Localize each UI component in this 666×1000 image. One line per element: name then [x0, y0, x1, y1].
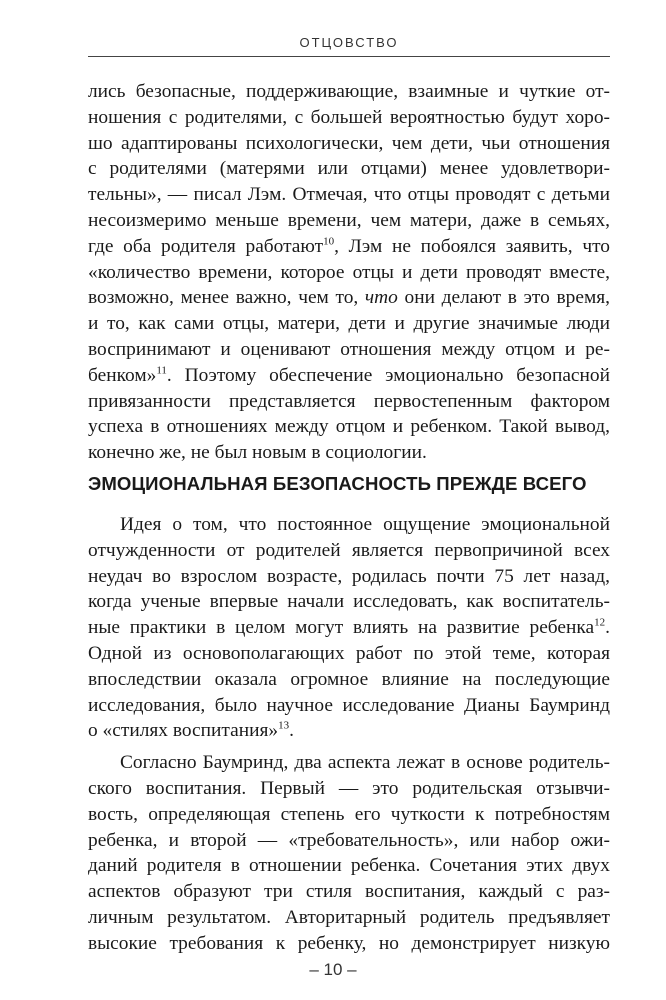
text-line: [88, 718, 610, 744]
paragraph: [88, 750, 610, 956]
text-line: успеха в отношениях между отцом и ребенком. Такой вывод,: [88, 416, 610, 438]
text-line: лись безопасные, поддерживающие, взаимные и чуткие от-: [88, 81, 610, 102]
text-line: впоследствии оказала огромное влияние на последующие: [88, 668, 610, 690]
text-line: и то, как сами отцы, матери, дети и другие значимые люди: [88, 313, 610, 335]
text-line: с родителями (матерями или отцами) менее удовлетвори-: [88, 158, 610, 180]
text-line: исследования, было научное исследование Дианы Баумринд: [88, 694, 610, 716]
text-line: [88, 363, 610, 389]
text-line: даний родителя в отношении ребенка. Сочетания этих двух: [88, 855, 610, 877]
text-line: [88, 234, 610, 260]
text-fragment: возможно, менее важно, чем то,: [88, 287, 365, 309]
text-line: воспринимают и оценивают отношения между отцом и ре-: [88, 338, 610, 360]
paragraph-continued: [88, 79, 610, 466]
text-line: ребенка, и второй — «требовательность», или набор ожи-: [88, 829, 610, 851]
paragraph: [88, 512, 610, 744]
text-line: конечно же, не был новым в социологии.: [88, 442, 427, 464]
header-rule: [88, 56, 610, 57]
text-line: когда ученые впервые начали исследовать, как воспитатель-: [88, 591, 610, 613]
footnote-ref: 13: [278, 719, 290, 732]
section-body: [88, 512, 610, 957]
text-line: Идея о том, что постоянное ощущение эмоциональной: [120, 514, 610, 535]
text-line: несоизмеримо меньше времени, чем матери, даже в семьях,: [88, 209, 610, 231]
text-fragment: о «стилях воспитания»: [88, 720, 279, 742]
text-line: личным результатом. Авторитарный родитель предъявляет: [88, 906, 610, 928]
text-line: вость, определяющая степень его чуткости к потребностям: [88, 803, 610, 825]
running-head: ОТЦОВСТВО: [299, 35, 399, 50]
emphasis-word: что: [364, 287, 398, 309]
page-number: – 10 –: [309, 960, 357, 979]
text-line: привязанности представляется первостепенным фактором: [88, 390, 610, 412]
text-line: шо адаптированы психологически, чем дети, чьи отношения: [88, 132, 610, 154]
text-fragment: , Лэм не побоялся заявить, что: [334, 235, 610, 257]
footnote-ref: 11: [156, 364, 167, 377]
text-line: отчужденности от родителей является первопричиной всех: [88, 539, 610, 561]
text-line: Согласно Баумринд, два аспекта лежат в основе родитель-: [120, 752, 610, 774]
footnote-ref: 12: [594, 616, 606, 629]
text-fragment: .: [605, 617, 610, 639]
footnote-ref: 10: [323, 235, 335, 248]
text-line: неудач во взрослом возрасте, родилась почти 75 лет назад,: [88, 565, 610, 587]
text-fragment: . Поэтому обеспечение эмоционально безопасной: [166, 364, 610, 386]
text-line: высокие требования к ребенку, но демонстрирует низкую: [88, 932, 610, 954]
text-line: ского воспитания. Первый — это родительская отзывчи-: [88, 777, 610, 799]
text-fragment: бенком»: [88, 364, 157, 386]
text-fragment: где оба родителя работают: [88, 235, 324, 257]
text-fragment: они делают в это время,: [397, 287, 610, 309]
text-line: тельны», — писал Лэм. Отмечая, что отцы проводят с детьми: [88, 184, 610, 206]
text-line: [88, 285, 610, 311]
text-line: Одной из основополагающих работ по этой теме, которая: [88, 642, 610, 664]
section-heading: ЭМОЦИОНАЛЬНАЯ БЕЗОПАСНОСТЬ ПРЕЖДЕ ВСЕГО: [88, 473, 587, 494]
text-line: ношения с родителями, с большей вероятностью будут хоро-: [88, 106, 610, 128]
text-fragment: .: [289, 720, 294, 742]
text-line: аспектов образуют три стиля воспитания, каждый с раз-: [88, 881, 610, 903]
text-line: «количество времени, которое отцы и дети проводят вместе,: [88, 261, 610, 283]
text-line: [88, 615, 610, 641]
text-fragment: ные практики в целом могут влиять на развитие ребенка: [88, 617, 595, 639]
